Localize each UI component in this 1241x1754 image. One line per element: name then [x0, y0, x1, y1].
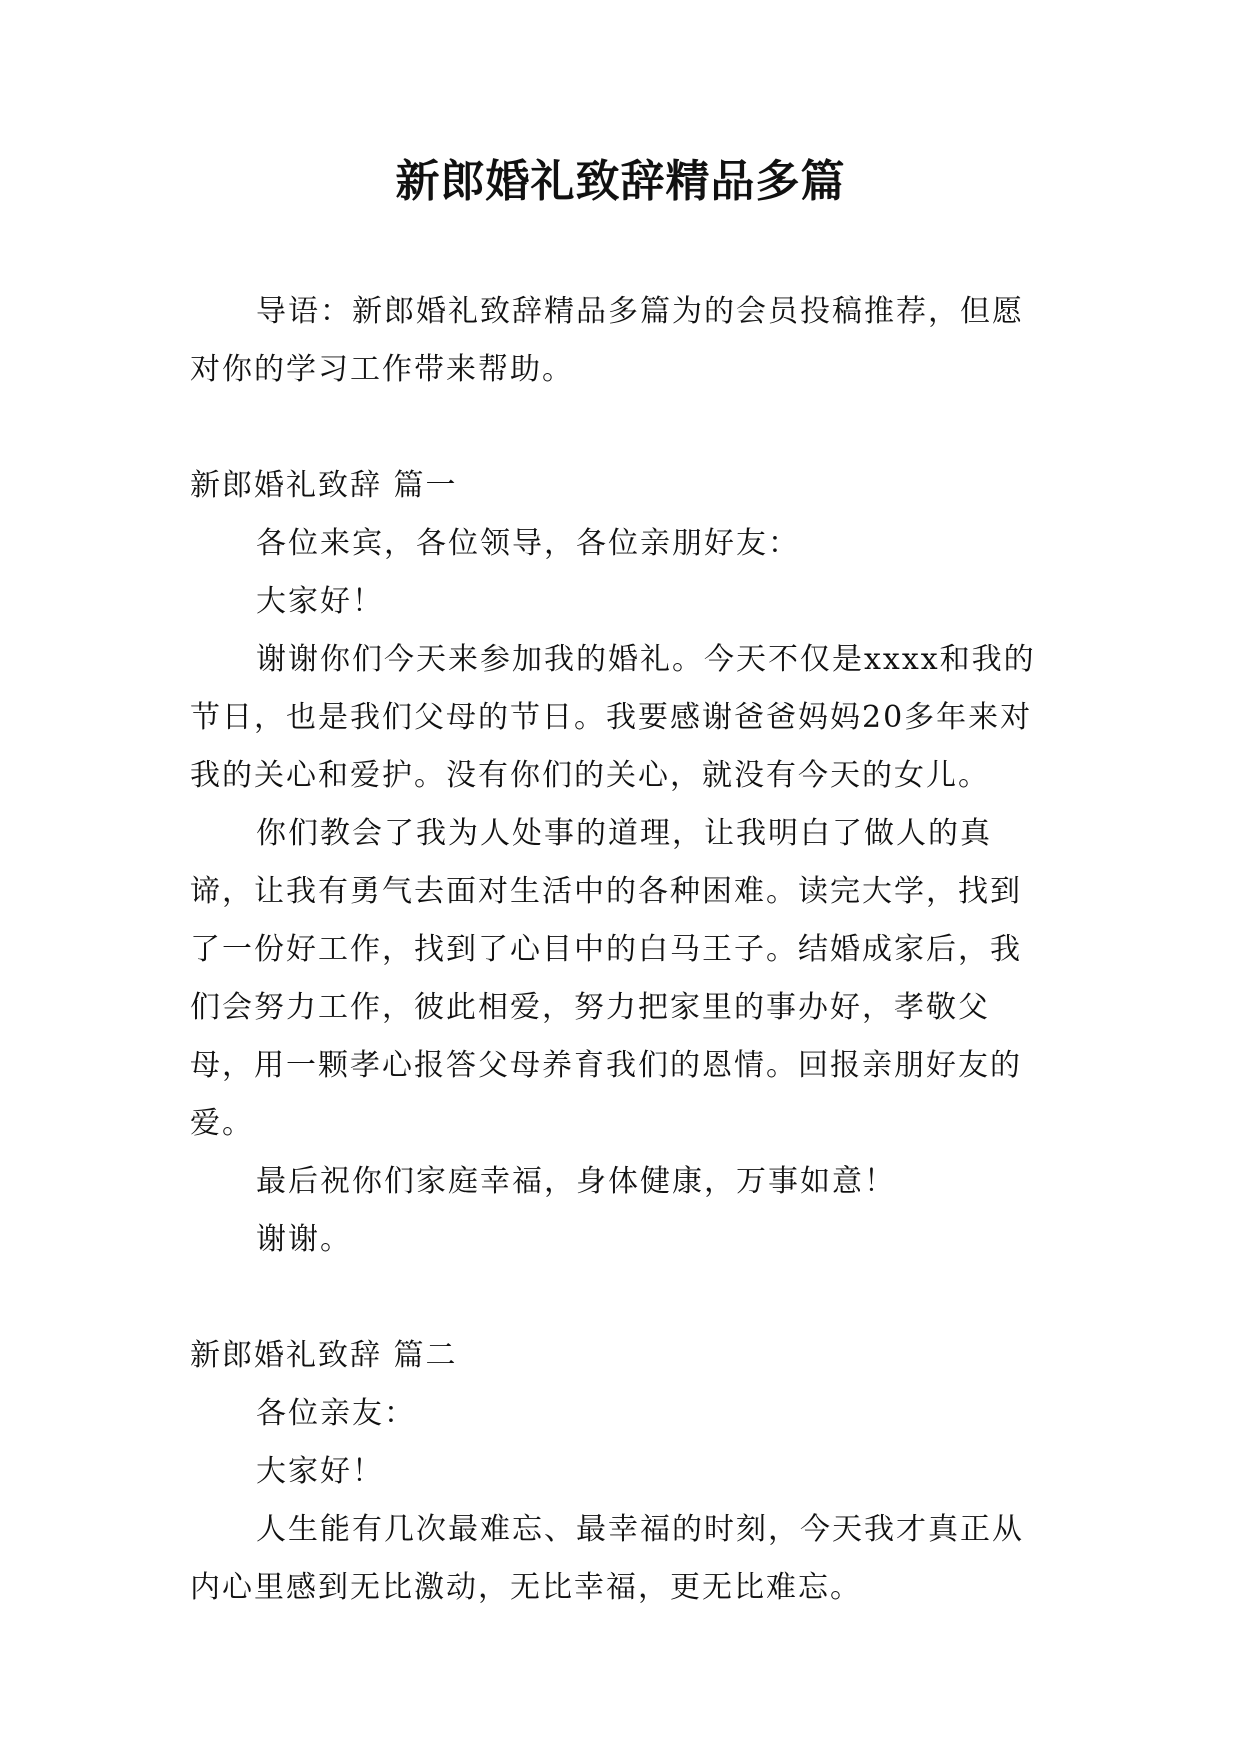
section2-heading: 新郎婚礼致辞 篇二 [190, 1338, 458, 1373]
section1-paragraph: 谢谢你们今天来参加我的婚礼。今天不仅是xxxx和我的节日，也是我们父母的节日。我要感谢爸爸妈妈20多年来对我的关心和爱护。没有你们的关心，就没有今天的女儿。 [190, 642, 1036, 793]
section1-paragraph: 你们教会了我为人处事的道理，让我明白了做人的真谛，让我有勇气去面对生活中的各种困难。读完大学，找到了一份好工作，找到了心目中的白马王子。结婚成家后，我们会努力工作，彼此相爱，努力把家里的事办好，孝敬父母，用一颗孝心报答父母养育我们的恩情。回报亲朋好友的爱。 [190, 816, 1022, 1141]
section1-paragraph: 最后祝你们家庭幸福，身体健康，万事如意！ [256, 1164, 896, 1199]
section2-paragraph: 大家好！ [256, 1454, 384, 1489]
section2-paragraph: 各位亲友： [256, 1396, 416, 1431]
section1-heading: 新郎婚礼致辞 篇一 [190, 468, 458, 503]
document-title: 新郎婚礼致辞精品多篇 [395, 156, 846, 207]
intro-paragraph: 导语：新郎婚礼致辞精品多篇为的会员投稿推荐，但愿对你的学习工作带来帮助。 [190, 294, 1024, 387]
section2-paragraph: 人生能有几次最难忘、最幸福的时刻，今天我才真正从内心里感到无比激动，无比幸福，更无比难忘。 [190, 1512, 1024, 1605]
section1-paragraph: 谢谢。 [256, 1222, 352, 1257]
section-spacer [190, 399, 1052, 457]
section1-paragraph: 各位来宾，各位领导，各位亲朋好友： [256, 526, 800, 561]
section-spacer [190, 1269, 1052, 1327]
section1-paragraph: 大家好！ [256, 584, 384, 619]
document-body [190, 283, 1052, 1617]
